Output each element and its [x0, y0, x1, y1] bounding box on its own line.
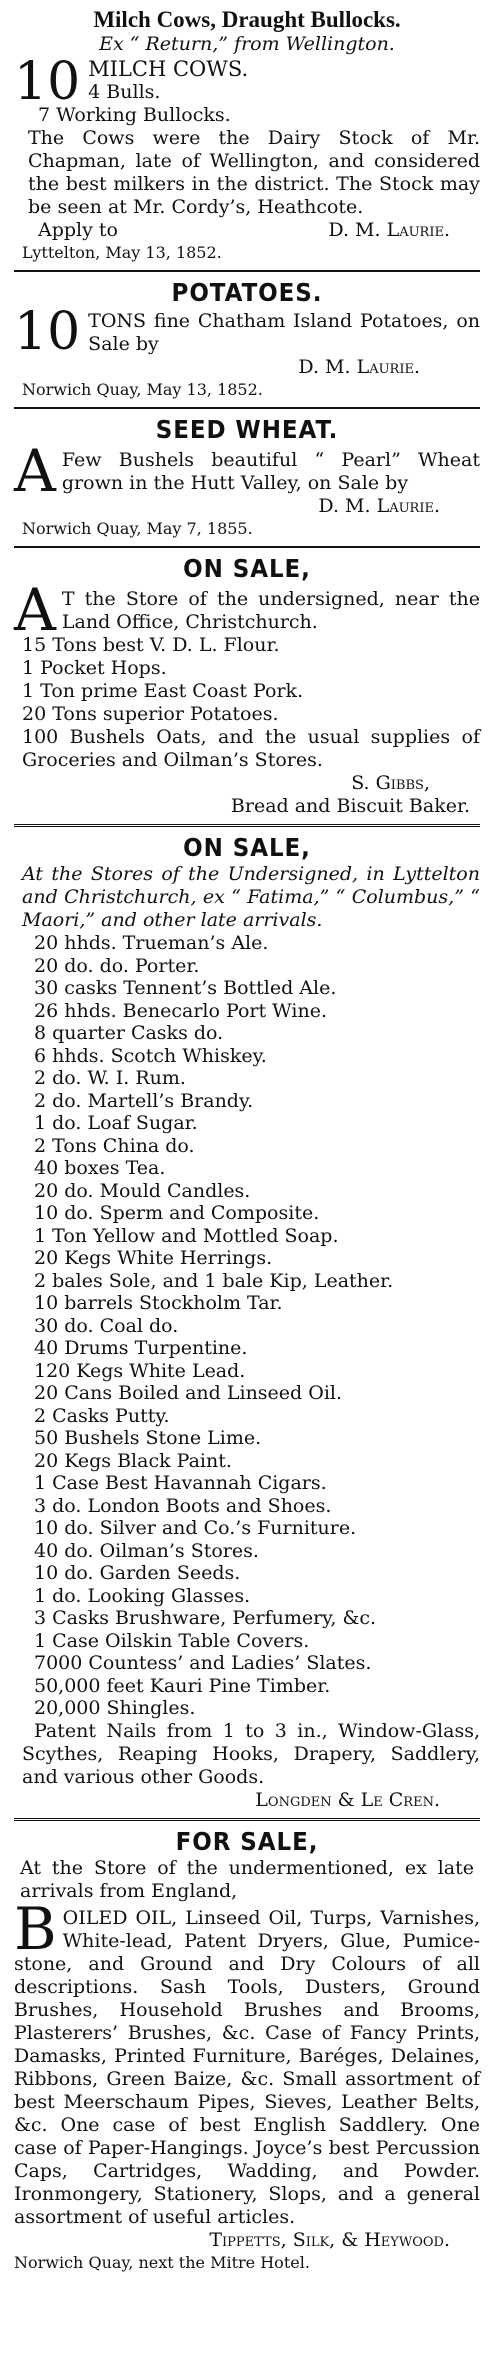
- ad-signer-trade: Bread and Biscuit Baker.: [230, 795, 470, 817]
- list-item: 1 do. Loaf Sugar.: [34, 1112, 198, 1134]
- ad-line: 4 Bulls.: [88, 81, 161, 103]
- ad-title: Milch Cows, Draught Bullocks.: [93, 7, 401, 32]
- divider: [14, 1818, 480, 1821]
- ad-signer: D. M. Laurie.: [328, 219, 450, 241]
- ad-dateline: Lyttelton, May 13, 1852.: [22, 243, 222, 262]
- ad-dateline: Norwich Quay, May 13, 1852.: [22, 380, 263, 399]
- list-item: 1 Case Oilskin Table Covers.: [34, 1629, 310, 1652]
- drop-cap: A: [14, 437, 56, 505]
- list-item: 20 Kegs Black Paint.: [34, 1449, 232, 1472]
- drop-cap: A: [14, 576, 56, 644]
- list-item: 8 quarter Casks do.: [34, 1022, 224, 1044]
- list-item: 10 do. Garden Seeds.: [34, 1562, 241, 1584]
- divider: [14, 824, 480, 827]
- list-item: 10 do. Sperm and Composite.: [34, 1202, 320, 1224]
- ad-line: MILCH COWS.: [88, 57, 249, 81]
- ad-title: FOR SALE,: [175, 1826, 319, 1856]
- ad-body: T the Store of the undersigned, near the Land Office, Christchurch.: [61, 588, 480, 633]
- ad-body: TONS fine Chatham Island Potatoes, on Sale by: [88, 310, 480, 355]
- list-item: 30 do. Coal do.: [34, 1314, 179, 1337]
- list-item: 20 do. Mould Candles.: [34, 1179, 251, 1202]
- divider: [14, 546, 480, 548]
- ad-seed-wheat: [14, 414, 480, 540]
- list-item: 26 hhds. Benecarlo Port Wine.: [34, 999, 327, 1022]
- list-item: 20,000 Shingles.: [34, 1697, 196, 1719]
- ad-signer: S. Gibbs,: [351, 772, 430, 794]
- ad-title: ON SALE,: [183, 554, 311, 583]
- ad-body: The Cows were the Dairy Stock of Mr. Chapman, late of Wellington, and considered the best milkers in the district. The Stock may be seen at Mr. Cordy’s, Heathcote.: [28, 127, 480, 218]
- list-item: 7000 Countess’ and Ladies’ Slates.: [34, 1652, 372, 1674]
- divider: [14, 407, 480, 409]
- list-item: 2 Tons China do.: [34, 1134, 195, 1157]
- ad-potatoes: [14, 277, 480, 401]
- ad-for-sale-tippetts: [14, 1826, 480, 2274]
- ad-on-sale-gibbs: [14, 553, 480, 818]
- list-item: 40 Drums Turpentine.: [34, 1337, 248, 1359]
- list-item: 50,000 feet Kauri Pine Timber.: [34, 1674, 331, 1697]
- list-item: 2 bales Sole, and 1 bale Kip, Leather.: [34, 1269, 394, 1292]
- list-item: 2 Casks Putty.: [34, 1404, 170, 1427]
- list-item: 1 Ton Yellow and Mottled Soap.: [34, 1224, 339, 1247]
- list-item: 1 Pocket Hops.: [22, 657, 167, 679]
- ad-dateline: Norwich Quay, next the Mitre Hotel.: [14, 2252, 310, 2272]
- list-item: 1 Case Best Havannah Cigars.: [34, 1472, 327, 1494]
- ad-signer: Tippetts, Silk, & Heywood.: [209, 2228, 450, 2251]
- list-item: 10 do. Silver and Co.’s Furniture.: [34, 1517, 357, 1539]
- ad-milch-cows: [14, 6, 480, 264]
- ad-signer: Longden & Le Cren.: [255, 1788, 440, 1811]
- list-item: 15 Tons best V. D. L. Flour.: [22, 634, 280, 656]
- divider: [14, 270, 480, 272]
- list-item: 120 Kegs White Lead.: [34, 1359, 246, 1382]
- list-item: 20 hhds. Trueman’s Ale.: [34, 932, 269, 954]
- list-item: 3 Casks Brushware, Perfumery, &c.: [34, 1607, 377, 1629]
- ad-body: Few Bushels beautiful “ Pearl” Wheat grown in the Hutt Valley, on Sale by: [61, 449, 480, 494]
- list-item: 6 hhds. Scotch Whiskey.: [34, 1044, 267, 1067]
- list-item: 20 Kegs White Herrings.: [34, 1247, 273, 1269]
- list-item: 20 do. do. Porter.: [34, 954, 200, 977]
- list-item: 40 boxes Tea.: [34, 1157, 166, 1179]
- apply-label: Apply to: [38, 219, 118, 241]
- ad-body: OILED OIL, Linseed Oil, Turps, Varnishes, White-lead, Patent Dryers, Glue, Pumice-stone, and Ground and Dry Colours of all descriptions. Sash Tools, Dusters, Ground Brushes, Household Brushes and Brooms, Plasterers’ Brushes, &c. Case of Fancy Prints, Damasks, Printed Furniture, Baréges, Delaines, Ribbons, Green Baize, &c. Small assortment of best Meerschaum Pipes, Sieves, Leather Belts, &c. One case of best English Saddlery. One case of Paper-Hangings. Joyce’s best Percussion Caps, Cartridges, Wadding, and Powder. Ironmongery, Stationery, Slops, and a general assortment of useful articles.: [14, 1906, 480, 2228]
- ad-title: ON SALE,: [183, 833, 311, 862]
- list-item: 30 casks Tennent’s Bottled Ale.: [34, 977, 337, 999]
- list-item: 2 do. Martell’s Brandy.: [34, 1089, 254, 1112]
- ad-subtitle: Ex “ Return,” from Wellington.: [99, 33, 395, 55]
- list-item: 20 Cans Boiled and Linseed Oil.: [34, 1382, 343, 1404]
- ad-intro: At the Stores of the Undersigned, in Lyttelton and Christchurch, ex “ Fatima,” “ Columbus,” “ Maori,” and other late arrivals.: [22, 863, 480, 931]
- ad-title: SEED WHEAT.: [155, 415, 339, 444]
- list-item: 1 Ton prime East Coast Pork.: [22, 680, 304, 702]
- list-item: 20 Tons superior Potatoes.: [22, 703, 279, 725]
- ad-title: POTATOES.: [171, 278, 323, 307]
- list-item: 1 do. Looking Glasses.: [34, 1584, 251, 1607]
- list-item: 50 Bushels Stone Lime.: [34, 1427, 262, 1449]
- ad-signer: D. M. Laurie.: [318, 495, 440, 517]
- list-item: 40 do. Oilman’s Stores.: [34, 1539, 259, 1562]
- ad-signer: D. M. Laurie.: [298, 356, 420, 378]
- ad-intro: At the Store of the undermentioned, ex late arrivals from England,: [20, 1856, 474, 1902]
- ad-body: Patent Nails from 1 to 3 in., Window-Glass, Scythes, Reaping Hooks, Drapery, Saddlery, and various other Goods.: [22, 1719, 480, 1788]
- drop-cap: B: [14, 1894, 57, 1963]
- list-item: 3 do. London Boots and Shoes.: [34, 1494, 332, 1517]
- list-item: 2 do. W. I. Rum.: [34, 1067, 186, 1089]
- ad-line: 7 Working Bullocks.: [38, 104, 231, 126]
- ad-dateline: Norwich Quay, May 7, 1855.: [22, 519, 253, 538]
- big-number: 10: [14, 302, 81, 362]
- list-item: 100 Bushels Oats, and the usual supplies of Groceries and Oilman’s Stores.: [22, 726, 480, 771]
- big-number: 10: [14, 52, 81, 112]
- list-item: 10 barrels Stockholm Tar.: [34, 1292, 283, 1314]
- ad-on-sale-longden: [14, 832, 480, 1812]
